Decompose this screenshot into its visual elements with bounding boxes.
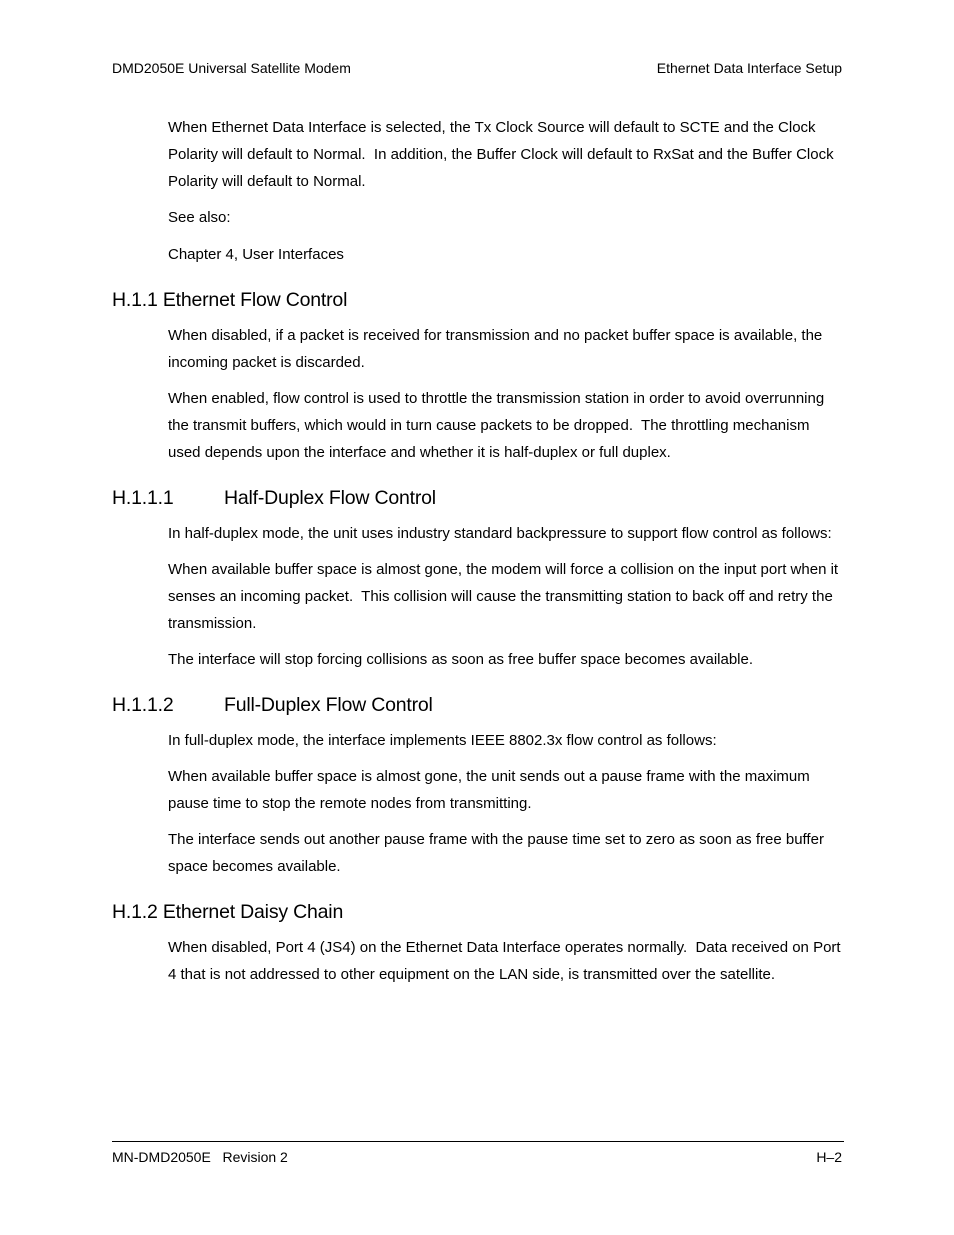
page-header [112, 60, 842, 80]
section-heading-ethernet-flow-control: H.1.1 Ethernet Flow Control [112, 289, 348, 311]
full-duplex-resume-paragraph: The interface sends out another pause frame with the pause time set to zero as soon as free buffer space becomes available. [168, 831, 829, 875]
section-number: H.1.1.1 [112, 487, 174, 509]
section-title: Full-Duplex Flow Control [224, 694, 433, 716]
half-duplex-intro-paragraph: In half-duplex mode, the unit uses industry standard backpressure to support flow control as follows: [168, 525, 832, 542]
see-also-reference: Chapter 4, User Interfaces [168, 246, 344, 263]
half-duplex-stop-paragraph: The interface will stop forcing collisions as soon as free buffer space becomes available. [168, 651, 754, 668]
page-body [112, 114, 844, 997]
see-also-label: See also: [168, 209, 231, 226]
section-number: H.1.1.2 [112, 694, 174, 716]
section-heading-full-duplex [112, 693, 844, 717]
flow-control-disabled-paragraph: When disabled, if a packet is received for transmission and no packet buffer space is available, the incoming packet is discarded. [168, 327, 827, 371]
footer-divider [112, 1141, 844, 1142]
full-duplex-pause-paragraph: When available buffer space is almost gone, the unit sends out a pause frame with the maximum pause time to stop the remote nodes from transmitting. [168, 768, 814, 812]
full-duplex-intro-paragraph: In full-duplex mode, the interface implements IEEE 8802.3x flow control as follows: [168, 732, 717, 749]
footer-page-number: H–2 [816, 1149, 842, 1165]
intro-paragraph: When Ethernet Data Interface is selected, the Tx Clock Source will default to SCTE and the Clock Polarity will default to Normal. In addition, the Buffer Clock will default to RxSat and the Buffer Clock Polarity will default to Normal. [168, 119, 838, 190]
section-title: Half-Duplex Flow Control [224, 487, 436, 509]
header-document-title: DMD2050E Universal Satellite Modem [112, 60, 351, 76]
section-heading-daisy-chain: H.1.2 Ethernet Daisy Chain [112, 901, 344, 923]
section-heading-half-duplex [112, 486, 844, 510]
header-section-title: Ethernet Data Interface Setup [656, 60, 842, 76]
page-footer [112, 1149, 842, 1169]
half-duplex-collision-paragraph: When available buffer space is almost gone, the modem will force a collision on the input port when it senses an incoming packet. This collision will cause the transmitting station to back off and retry the transmission. [168, 561, 843, 632]
daisy-chain-paragraph: When disabled, Port 4 (JS4) on the Ethernet Data Interface operates normally. Data received on Port 4 that is not addressed to other equipment on the LAN side, is transmitted over the satellite. [168, 939, 845, 983]
flow-control-enabled-paragraph: When enabled, flow control is used to throttle the transmission station in order to avoid overrunning the transmit buffers, which would in turn cause packets to be dropped. The throttling mechanism used depends upon the interface and whether it is half-duplex or full duplex. [168, 390, 829, 461]
footer-document-revision: MN-DMD2050E Revision 2 [112, 1149, 288, 1165]
